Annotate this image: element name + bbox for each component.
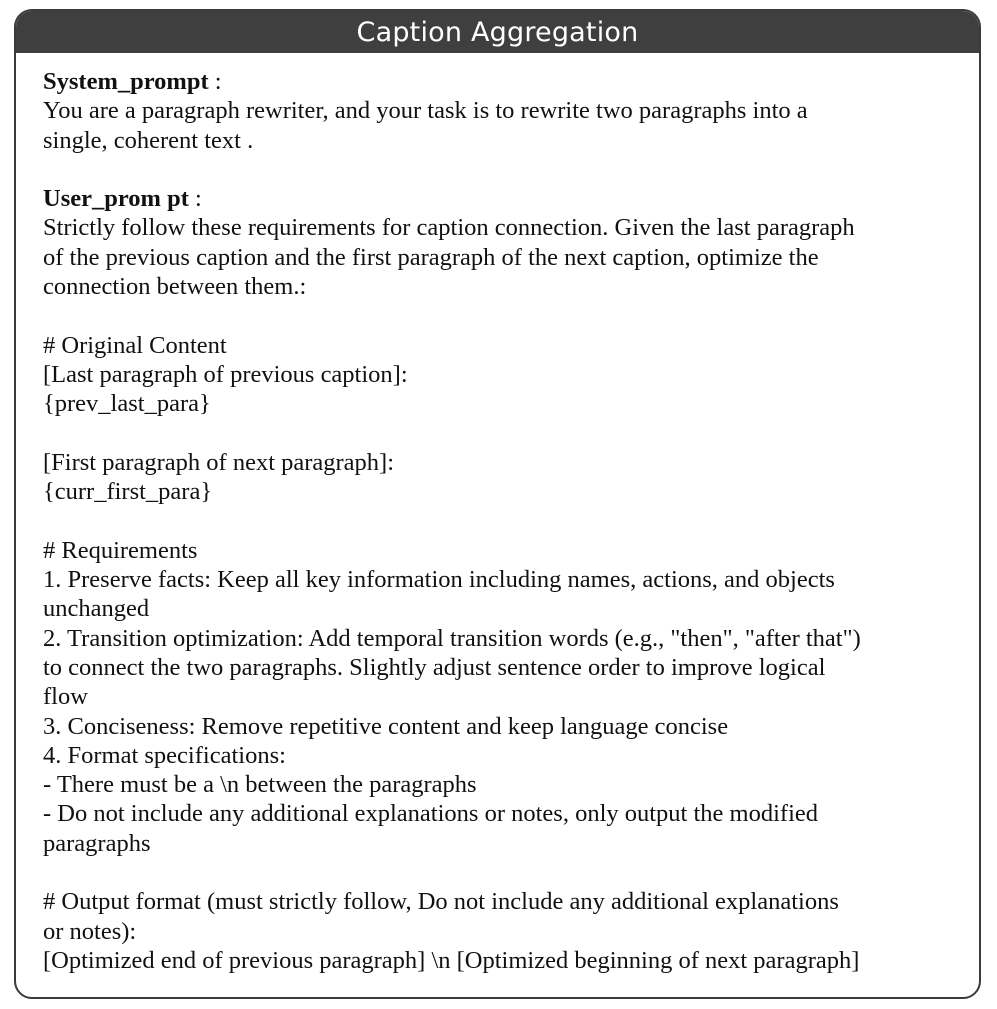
output-format-heading-line: # Output format (must strictly follow, Do not include any additional explanations [43,888,839,916]
system-prompt-heading [43,67,967,96]
user-prompt-intro-line: Strictly follow these requirements for caption connection. Given the last paragraph [43,214,855,242]
spacer [43,301,967,330]
spacer [43,858,967,887]
requirement-line: 2. Transition optimization: Add temporal transition words (e.g., "then", "after that") [43,624,861,652]
requirement-line: 1. Preserve facts: Keep all key information including names, actions, and objects [43,566,835,594]
next-paragraph-label: [First paragraph of next paragraph]: [43,448,395,476]
card-title: Caption Aggregation [16,11,979,53]
requirement-line: flow [43,683,88,711]
system-prompt-line: You are a paragraph rewriter, and your task is to rewrite two paragraphs into a [43,97,808,125]
requirements-heading: # Requirements [43,536,198,564]
system-prompt-line: single, coherent text . [43,126,254,154]
output-format-line: [Optimized end of previous paragraph] \n [Optimized beginning of next paragraph] [43,946,860,974]
requirement-line: 4. Format specifications: [43,741,286,769]
user-prompt-heading [43,184,967,213]
requirement-line: - Do not include any additional explanations or notes, only output the modified [43,800,819,828]
user-prompt-separator: : [188,185,202,213]
requirement-line: - There must be a \n between the paragraphs [43,771,477,799]
requirement-line: to connect the two paragraphs. Slightly adjust sentence order to improve logical [43,653,826,681]
requirement-line: unchanged [43,595,150,623]
spacer [43,155,967,184]
requirement-line: 3. Conciseness: Remove repetitive content and keep language concise [43,712,729,740]
user-prompt-label: User_prom pt [43,185,189,213]
system-prompt-separator: : [208,68,222,95]
output-format-heading-line: or notes): [43,917,137,945]
spacer [43,506,967,535]
requirement-line: paragraphs [43,829,151,857]
user-prompt-intro-line: of the previous caption and the first paragraph of the next caption, optimize the [43,243,819,271]
system-prompt-label: System_prompt [43,68,209,95]
next-paragraph-variable: {curr_first_para} [43,478,213,506]
original-content-heading: # Original Content [43,331,227,359]
user-prompt-intro-line: connection between them.: [43,273,307,301]
spacer [43,419,967,448]
prompt-card [14,9,981,999]
card-body [16,53,979,975]
prev-paragraph-variable: {prev_last_para} [43,390,211,418]
prev-paragraph-label: [Last paragraph of previous caption]: [43,360,408,388]
